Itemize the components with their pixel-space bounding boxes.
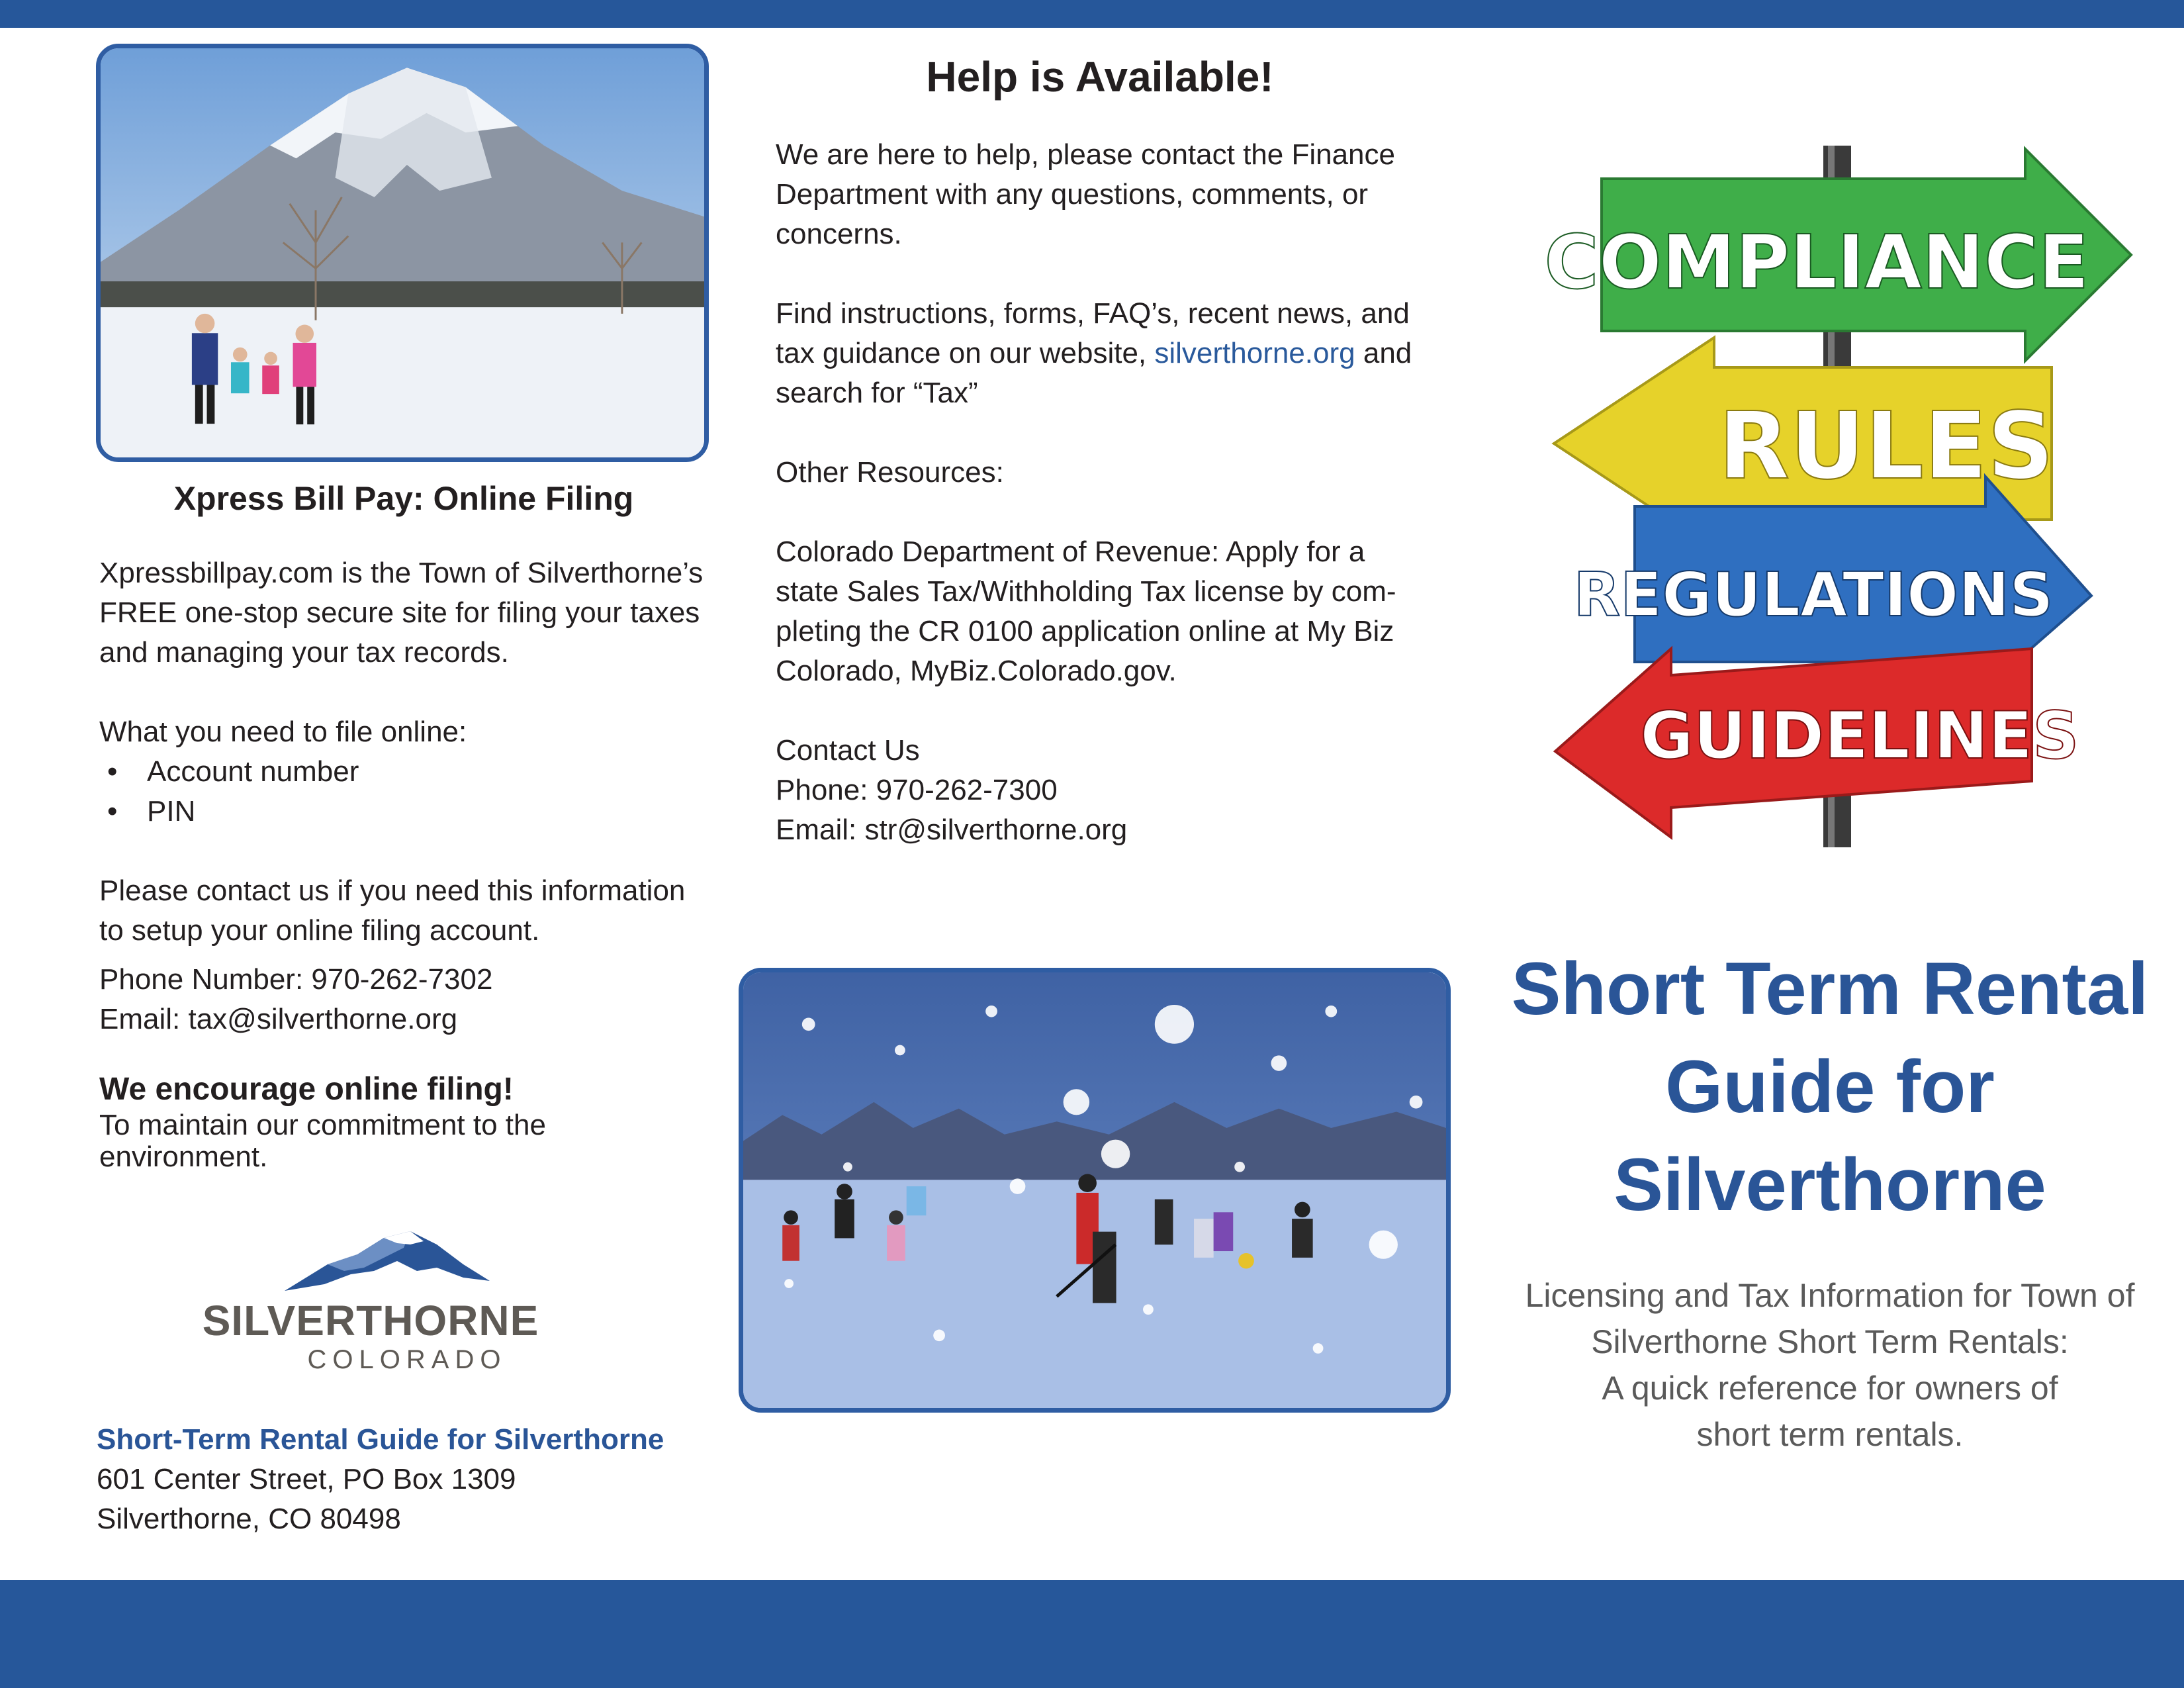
encourage-text: To maintain our commitment to the environment. bbox=[99, 1109, 546, 1173]
title-line: Silverthorne bbox=[1614, 1143, 2046, 1226]
requirements-label: What you need to file online: bbox=[99, 716, 467, 748]
intro-line: FREE one-stop secure site for filing your taxes bbox=[99, 596, 700, 629]
cdor-text: state Sales Tax/Withholding Tax license by com- bbox=[776, 575, 1396, 608]
cdor-text: Colorado Department of Revenue: Apply for a bbox=[776, 536, 1365, 568]
cdor-text: pleting the CR 0100 application online at My Biz bbox=[776, 615, 1394, 647]
intro-line: Xpressbillpay.com is the Town of Silverthorne’s bbox=[99, 557, 704, 589]
sign-guidelines-text: GUIDELINES bbox=[1640, 698, 2079, 774]
encourage-heading: We encourage online filing! bbox=[99, 1072, 514, 1107]
other-resources-label: Other Resources: bbox=[776, 456, 1004, 489]
website-link[interactable]: silverthorne.org bbox=[1154, 337, 1355, 369]
logo-name: SILVERTHORNE bbox=[202, 1297, 539, 1344]
help-heading: Help is Available! bbox=[926, 53, 1274, 101]
footer-title: Short-Term Rental Guide for Silverthorne bbox=[97, 1423, 664, 1456]
subtitle-line: A quick reference for owners of bbox=[1602, 1370, 2058, 1407]
cdor-text: Colorado, MyBiz.Colorado.gov. bbox=[776, 655, 1177, 687]
logo-state: COLORADO bbox=[307, 1345, 507, 1374]
requirements-list bbox=[99, 752, 708, 831]
family-skating-photo bbox=[96, 44, 709, 462]
intro-line: and managing your tax records. bbox=[99, 636, 509, 669]
tax-phone: Phone Number: 970-262-7302 bbox=[99, 963, 493, 996]
return-address bbox=[97, 1420, 732, 1539]
help-section bbox=[776, 52, 1424, 850]
sign-compliance-text: COMPLIANCE bbox=[1544, 220, 2089, 306]
title-line: Short Term Rental bbox=[1511, 947, 2149, 1030]
online-filing-section bbox=[99, 478, 708, 1173]
help-text: concerns. bbox=[776, 218, 902, 250]
bottom-banner bbox=[0, 1580, 2184, 1688]
road-signs-graphic bbox=[1522, 119, 2151, 847]
contact-text: to setup your online filing account. bbox=[99, 914, 540, 947]
subtitle-line: Silverthorne Short Term Rentals: bbox=[1591, 1323, 2069, 1360]
sign-rules-text: RULES bbox=[1718, 393, 2054, 500]
silverthorne-logo bbox=[185, 1218, 556, 1377]
tax-email: Email: tax@silverthorne.org bbox=[99, 1003, 458, 1035]
mountain-logo-icon bbox=[185, 1218, 556, 1297]
top-banner bbox=[0, 0, 2184, 28]
online-filing-heading: Xpress Bill Pay: Online Filing bbox=[173, 480, 634, 517]
address-line: Silverthorne, CO 80498 bbox=[97, 1503, 401, 1535]
help-text: We are here to help, please contact the Finance bbox=[776, 138, 1395, 171]
sign-red bbox=[1555, 649, 2079, 837]
brochure-title bbox=[1463, 940, 2184, 1234]
find-text: Find instructions, forms, FAQ’s, recent news, and bbox=[776, 297, 1410, 330]
find-text: tax guidance on our website, silverthorne.org and bbox=[776, 337, 1412, 369]
str-email: Email: str@silverthorne.org bbox=[776, 814, 1128, 846]
address-line: 601 Center Street, PO Box 1309 bbox=[97, 1463, 516, 1495]
contact-heading: Contact Us bbox=[776, 734, 920, 767]
list-item: • PIN bbox=[107, 795, 196, 827]
find-text: search for “Tax” bbox=[776, 377, 978, 409]
sign-regulations-text: REGULATIONS bbox=[1573, 559, 2054, 630]
brochure-subtitle bbox=[1476, 1272, 2184, 1458]
subtitle-line: short term rentals. bbox=[1696, 1416, 1964, 1453]
title-line: Guide for bbox=[1665, 1045, 1995, 1128]
contact-text: Please contact us if you need this information bbox=[99, 874, 686, 907]
list-item: • Account number bbox=[107, 755, 359, 788]
str-phone: Phone: 970-262-7300 bbox=[776, 774, 1058, 806]
help-text: Department with any questions, comments, or bbox=[776, 178, 1369, 211]
sign-green bbox=[1544, 149, 2131, 361]
kids-hockey-photo bbox=[739, 968, 1451, 1413]
subtitle-line: Licensing and Tax Information for Town of bbox=[1525, 1277, 2135, 1314]
